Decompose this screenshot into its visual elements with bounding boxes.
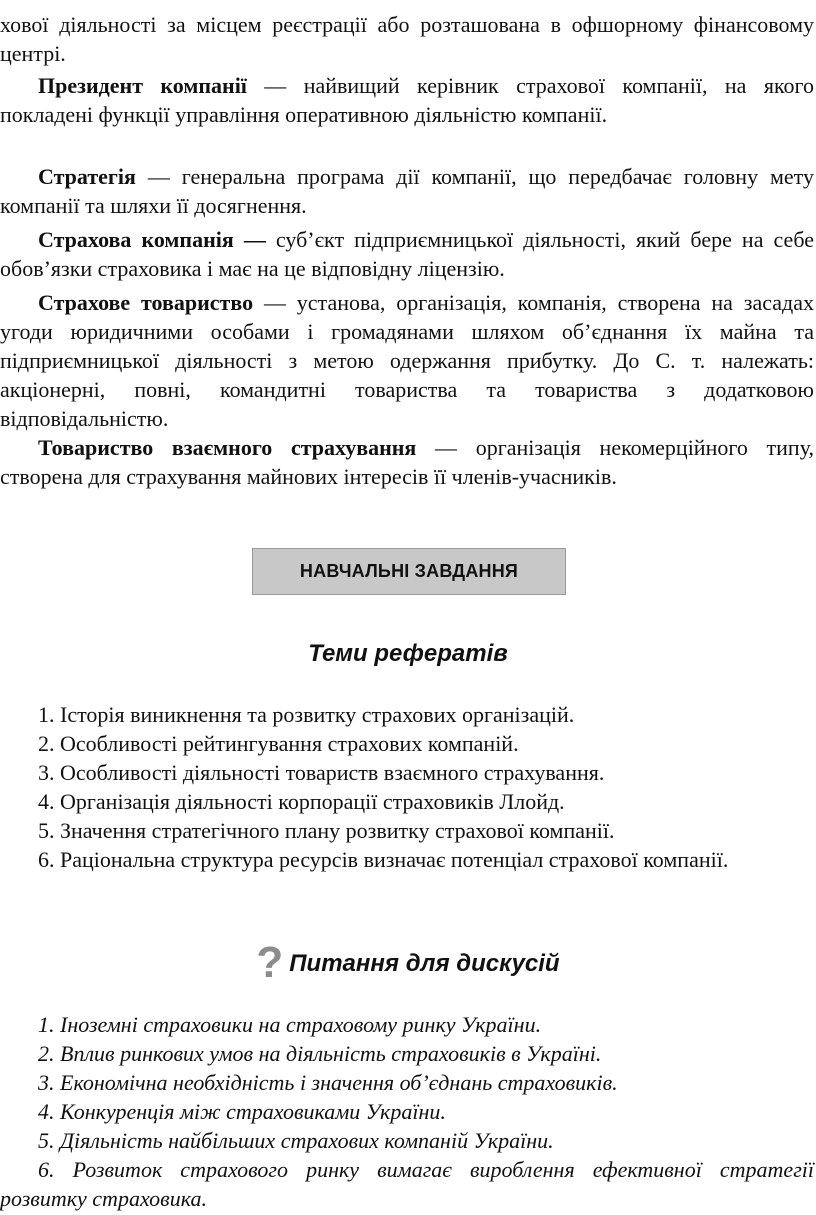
definition-mutual-society: Товариство взаємного страхування — організація некомерційного типу, створена для страхування майнових інтересів її членів-учасників. (0, 435, 814, 489)
list-item: 6. Раціональна структура ресурсів визначає потенціал страхової компанії. (38, 847, 729, 872)
list-item: 5. Значення стратегічного плану розвитку страхової компанії. (38, 818, 615, 843)
essays-heading: Теми рефератів (308, 640, 508, 667)
definition-text: суб’єкт підприємницької діяльності, який бере на себе обов’язки страховика і має на це відповідну ліцензію. (0, 227, 814, 281)
question-mark-icon: ? (256, 938, 284, 987)
definition-insurance-society: Страхове товариство — установа, організація, компанія, створена на засадах угоди юридичними особами і громадянами шляхом об’єднання їх майна та підприємницької діяльності з метою одержання прибутку. До С. т. належать: акціонерні, повні, командитні товариства та товариства з додатковою відповідальністю. (0, 290, 815, 431)
essays-list (0, 700, 814, 874)
definition-term: Стратегія (38, 164, 136, 189)
section-banner: НАВЧАЛЬНІ ЗАВДАННЯ (252, 548, 566, 595)
definition-term: Страхова компанія — (38, 227, 266, 252)
list-item: 5. Діяльність найбільших страхових компаній України. (38, 1128, 554, 1153)
definition-text: генеральна програма дії компанії, що передбачає головну мету компанії та шляхи її досягнення. (0, 164, 814, 218)
definition-term: Товариство взаємного страхування (38, 435, 417, 460)
continuation-paragraph: хової діяльності за місцем реєстрації або розташована в офшорному фінансовому центрі. (0, 12, 814, 66)
list-item: 2. Вплив ринкових умов на діяльність страховиків в Україні. (38, 1041, 602, 1066)
list-item: 4. Конкуренція між страховиками України. (38, 1099, 446, 1124)
definition-text: установа, організація, компанія, створена на засадах угоди юридичними особами і громадянами шляхом об’єднання їх майна та підприємницької діяльності з метою одержання прибутку. До С. т. належать: акціонерні, повні, командитні товариства та товариства з додатковою відповідальністю. (0, 290, 815, 431)
definition-text: найвищий керівник страхової компанії, на якого покладені функції управління оперативною діяльністю компанії. (0, 73, 814, 127)
list-item: 3. Економічна необхідність і значення об’єднань страховиків. (38, 1070, 618, 1095)
definition-strategy: Стратегія — генеральна програма дії компанії, що передбачає головну мету компанії та шляхи її досягнення. (0, 164, 814, 218)
discussion-list (0, 1010, 814, 1213)
discussion-heading: ? Питання для дискусій (256, 938, 560, 987)
definition-insurance-company (0, 225, 814, 283)
list-item: 6. Розвиток страхового ринку вимагає вироблення ефективної стратегії розвитку страховика. (0, 1157, 814, 1211)
list-item: 2. Особливості рейтингування страхових компаній. (38, 731, 519, 756)
definition-term: Страхове товариство (38, 290, 254, 315)
list-item: 1. Іноземні страховики на страховому ринку України. (38, 1012, 542, 1037)
definition-text: організація некомерційного типу, створена для страхування майнових інтересів її членів-учасників. (0, 435, 814, 489)
definition-term: Президент компанії (38, 73, 247, 98)
list-item: 3. Особливості діяльності товариств взаємного страхування. (38, 760, 605, 785)
definition-president: Президент компанії — найвищий керівник страхової компанії, на якого покладені функції управління оперативною діяльністю компанії. (0, 73, 814, 127)
list-item: 1. Історія виникнення та розвитку страхових організацій. (38, 702, 575, 727)
list-item: 4. Організація діяльності корпорації страховиків Ллойд. (38, 789, 565, 814)
